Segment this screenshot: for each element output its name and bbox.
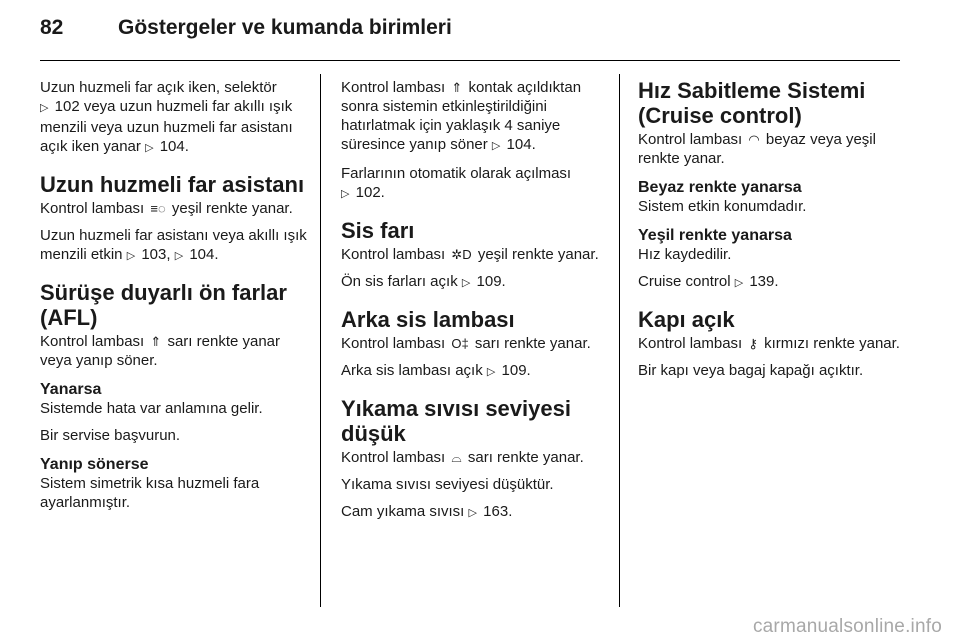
- heading-afl: Sürüşe duyarlı ön farlar (AFL): [40, 280, 287, 330]
- page-ref-arrow-icon: ▷: [461, 277, 471, 289]
- paragraph: Bir servise başvurun.: [40, 427, 181, 444]
- paragraph: Kontrol lambası ≡◌ yeşil renkte yanar.: [40, 200, 293, 217]
- column-divider-2: [619, 74, 620, 607]
- paragraph: Kontrol lambası ✲D yeşil renkte yanar.: [341, 246, 599, 263]
- paragraph: Sistemde hata var anlamına gelir.: [40, 400, 263, 417]
- afl-icon: ⇑: [150, 334, 162, 349]
- door-open-icon: ⚷: [748, 336, 758, 351]
- paragraph: Sistem etkin konumdadır.: [638, 198, 807, 215]
- page-ref-arrow-icon: ▷: [491, 140, 501, 152]
- paragraph: Uzun huzmeli far asistanı veya akıllı ışık menzili etkin ▷ 103, ▷ 104.: [40, 226, 308, 266]
- cruise-control-icon: ◠: [748, 132, 760, 147]
- page-number: 82: [40, 16, 64, 39]
- page-ref-arrow-icon: ▷: [174, 250, 184, 262]
- paragraph: Kontrol lambası ⇑ kontak açıldıktan sonra sistemin etkinleştirildiğini hatırlatmak için yaklaşık 4 saniye süresince yanıp söner ▷ 104.: [341, 78, 609, 156]
- heading-high-beam-assist: Uzun huzmeli far asistanı: [40, 172, 305, 197]
- paragraph: Kontrol lambası ◠ beyaz veya yeşil renkte yanar.: [638, 131, 876, 167]
- column-3: [638, 78, 906, 388]
- heading-door-open: Kapı açık: [638, 307, 735, 332]
- page-ref-arrow-icon: ▷: [486, 366, 496, 378]
- heading-washer-fluid-low: Yıkama sıvısı seviyesi düşük: [341, 396, 571, 446]
- heading-cruise-control: Hız Sabitleme Sistemi (Cruise control): [638, 78, 866, 128]
- paragraph: Hız kaydedilir.: [638, 246, 732, 263]
- intro-paragraph: Uzun huzmeli far açık iken, selektör ▷ 102 veya uzun huzmeli far akıllı ışık menzili veya uzun huzmeli far asistanı açık iken yanar ▷ 104.: [40, 78, 308, 158]
- paragraph: Ön sis farları açık ▷ 109.: [341, 272, 609, 293]
- paragraph: Kontrol lambası ⚷ kırmızı renkte yanar.: [638, 335, 900, 352]
- page-header: [40, 16, 900, 46]
- afl-icon: ⇑: [451, 80, 463, 95]
- subheading-green: Yeşil renkte yanarsa: [638, 227, 792, 244]
- column-divider-1: [320, 74, 321, 607]
- heading-rear-fog-light: Arka sis lambası: [341, 307, 515, 332]
- paragraph: Bir kapı veya bagaj kapağı açıktır.: [638, 362, 864, 379]
- page-ref-arrow-icon: ▷: [145, 142, 154, 154]
- paragraph: Farlarının otomatik olarak açılması ▷ 102.: [341, 164, 609, 204]
- page-ref-arrow-icon: ▷: [126, 250, 136, 262]
- page-ref-arrow-icon: ▷: [468, 507, 477, 519]
- paragraph: Cam yıkama sıvısı ▷ 163.: [341, 502, 609, 523]
- column-1: [40, 78, 308, 520]
- header-divider: [40, 60, 900, 61]
- high-beam-assist-icon: ≡◌: [150, 201, 166, 216]
- subheading-flashing: Yanıp sönerse: [40, 456, 149, 473]
- subheading-white: Beyaz renkte yanarsa: [638, 179, 802, 196]
- column-2: [341, 78, 609, 531]
- fog-light-icon: ✲D: [451, 247, 472, 262]
- page-ref-arrow-icon: ▷: [734, 277, 744, 289]
- paragraph: Yıkama sıvısı seviyesi düşüktür.: [341, 476, 554, 493]
- paragraph: Kontrol lambası O‡ sarı renkte yanar.: [341, 335, 591, 352]
- washer-fluid-icon: ⌓: [451, 450, 462, 465]
- chapter-title: Göstergeler ve kumanda birimleri: [118, 16, 452, 39]
- rear-fog-light-icon: O‡: [451, 336, 469, 351]
- page-ref-arrow-icon: ▷: [40, 102, 49, 114]
- watermark: carmanualsonline.info: [752, 616, 942, 637]
- heading-fog-light: Sis farı: [341, 218, 415, 243]
- subheading-lit: Yanarsa: [40, 381, 102, 398]
- paragraph: Cruise control ▷ 139.: [638, 272, 906, 293]
- paragraph: Sistem simetrik kısa huzmeli fara ayarlanmıştır.: [40, 475, 260, 511]
- page-ref-arrow-icon: ▷: [341, 188, 350, 200]
- paragraph: Arka sis lambası açık ▷ 109.: [341, 361, 609, 382]
- paragraph: Kontrol lambası ⌓ sarı renkte yanar.: [341, 449, 584, 466]
- paragraph: Kontrol lambası ⇑ sarı renkte yanar veya yanıp söner.: [40, 333, 281, 369]
